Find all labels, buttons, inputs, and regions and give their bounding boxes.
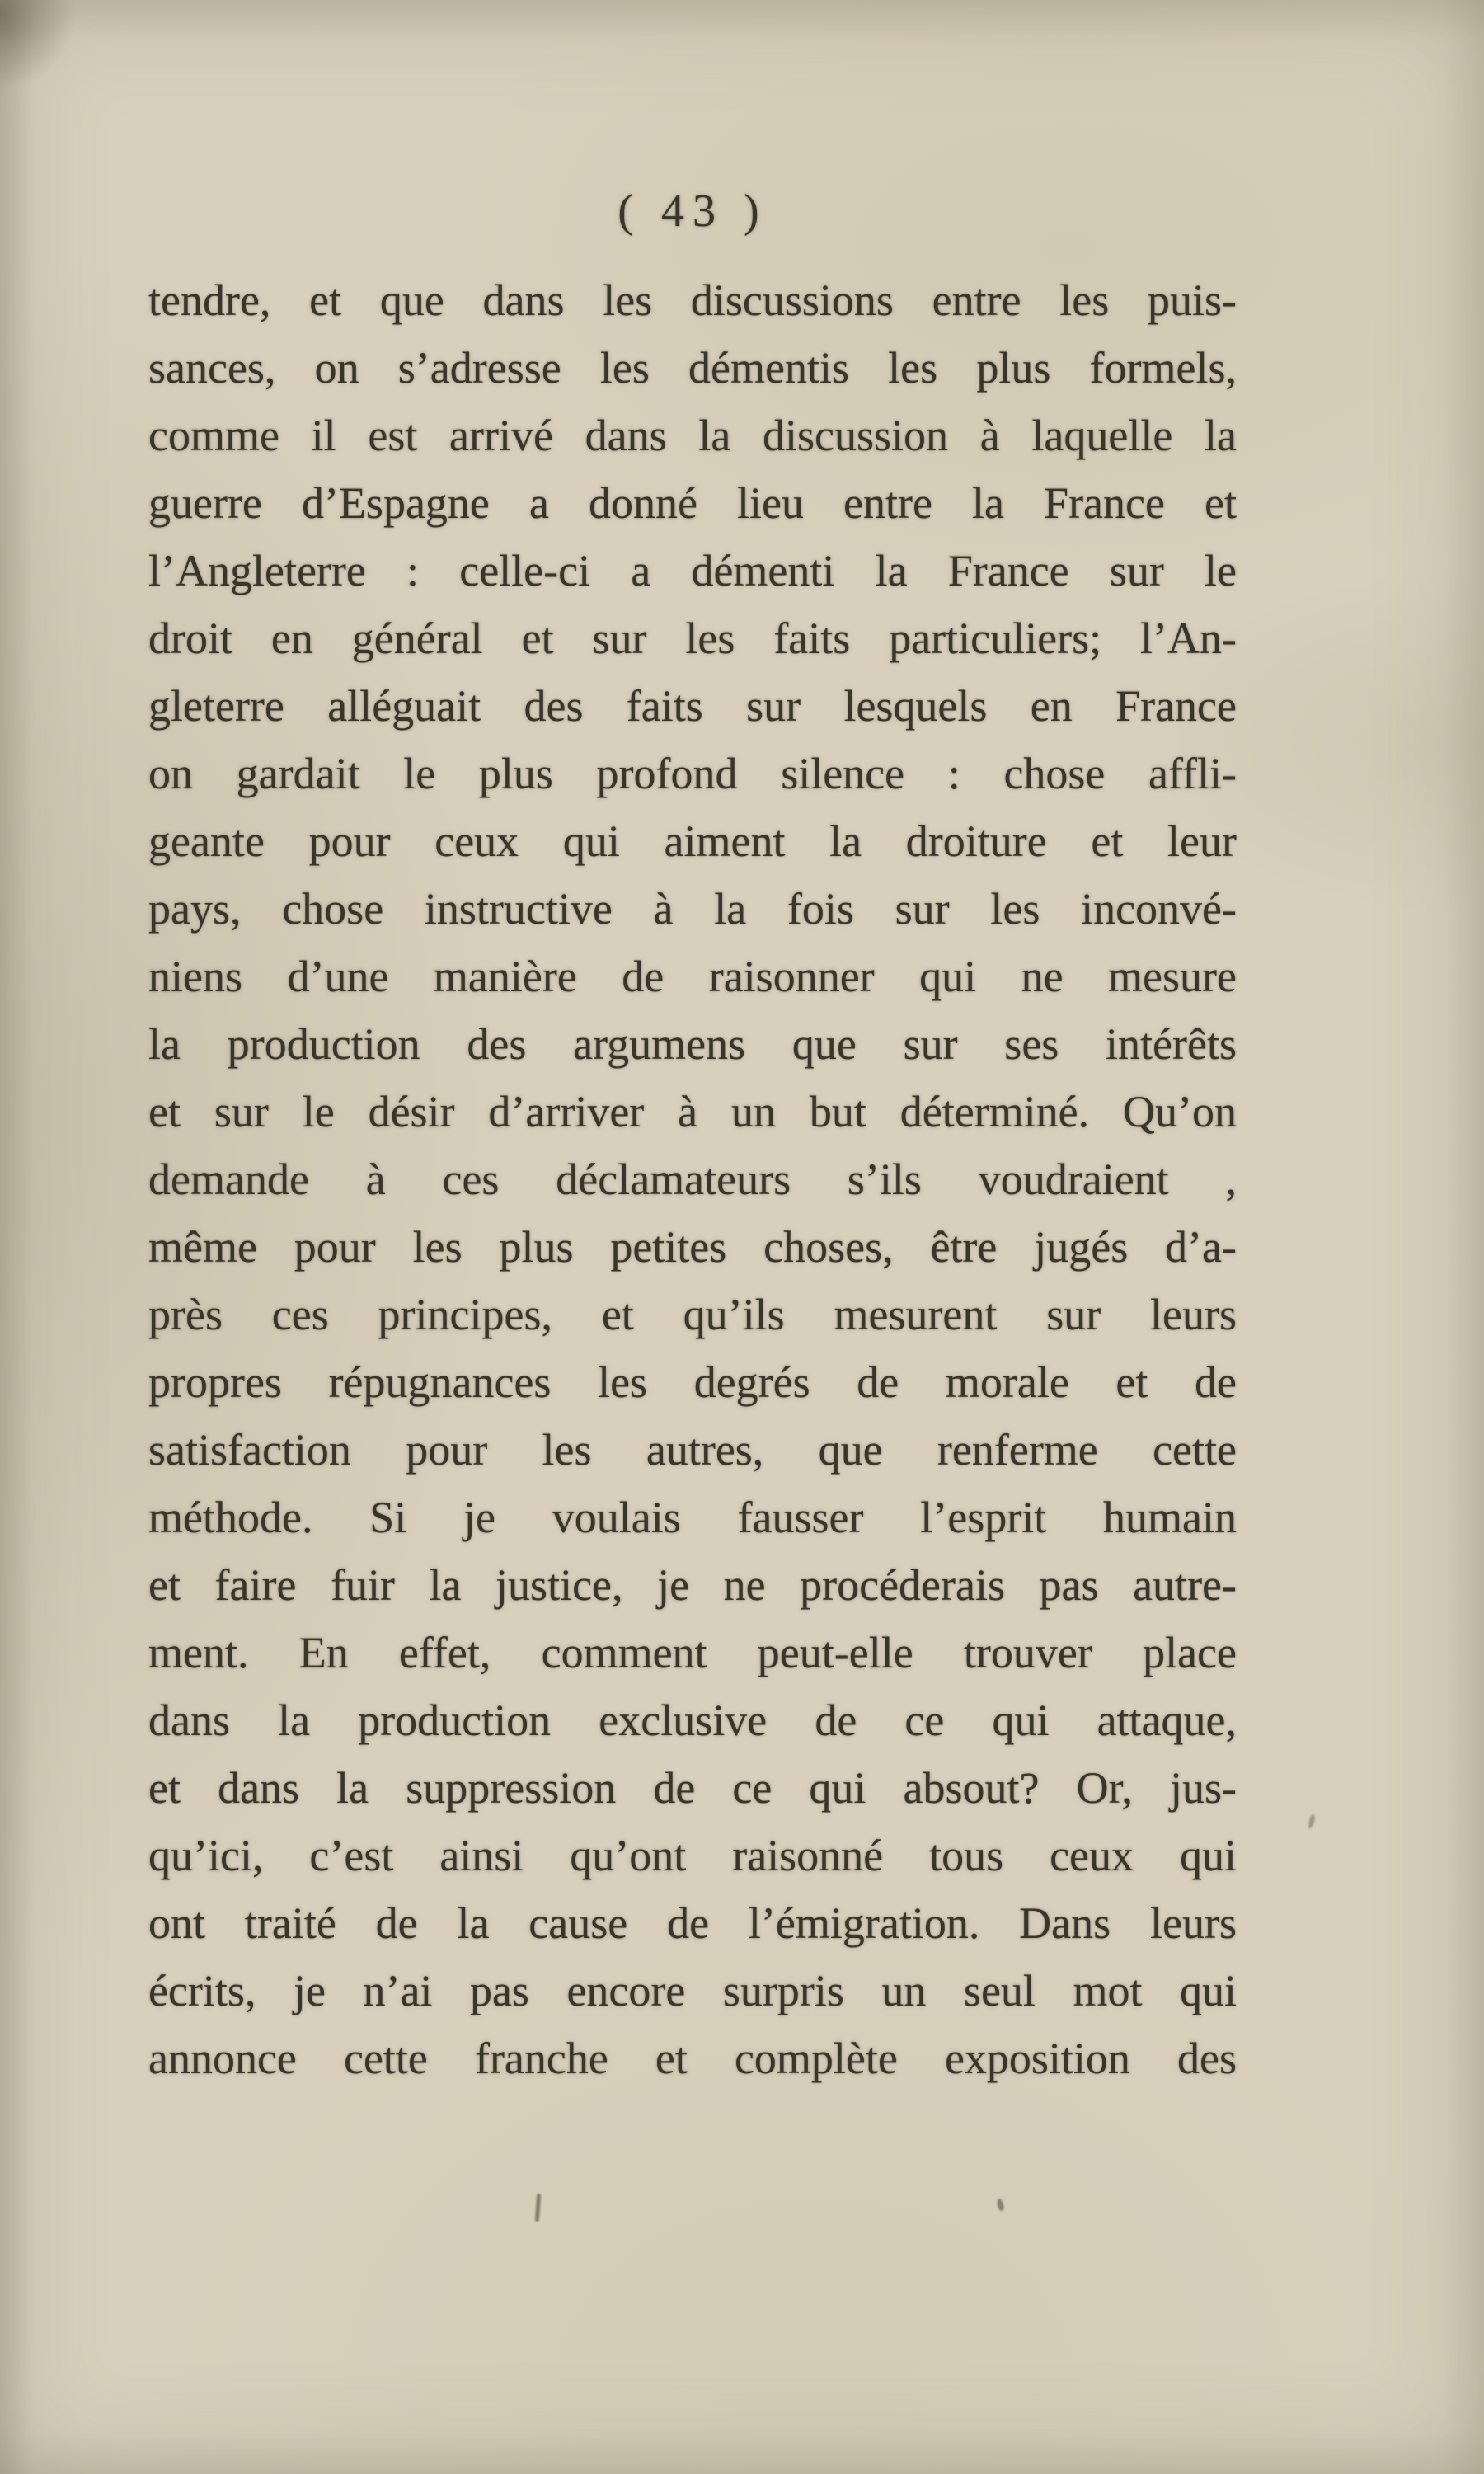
text-line: droit en général et sur les faits particuliers; l’An- bbox=[148, 614, 1237, 663]
text-line: la production des argumens que sur ses intérêts bbox=[148, 1019, 1237, 1069]
ink-speck bbox=[535, 2194, 541, 2222]
text-line: niens d’une manière de raisonner qui ne mesure niens d’une manière de raisonner qui ne mesure bbox=[148, 943, 1237, 1010]
text-line: l’Angleterre : celle-ci a démenti la France sur le l’Angleterre : celle-ci a démenti la France sur le bbox=[148, 537, 1237, 604]
text-line: annonce cette franche et complète exposition des bbox=[148, 2034, 1237, 2083]
page-number: ( 43 ) bbox=[618, 186, 768, 237]
text-line: propres répugnances les degrés de morale et de bbox=[148, 1357, 1237, 1407]
text-line: pays, chose instructive à la fois sur les inconvé- pays, chose instructive à la fois sur les inconvé- bbox=[148, 875, 1237, 943]
text-line: près ces principes, et qu’ils mesurent sur leurs bbox=[148, 1290, 1237, 1339]
text-line: et sur le désir d’arriver à un but déterminé. Qu’on bbox=[148, 1087, 1237, 1136]
text-line: gleterre alléguait des faits sur lesquels en France gleterre alléguait des faits sur lesquels en France bbox=[148, 672, 1237, 740]
text-line: écrits, je n’ai pas encore surpris un seul mot qui écrits, je n’ai pas encore surpris un seul mot qui bbox=[148, 1957, 1237, 2025]
text-line: et faire fuir la justice, je ne procéderais pas autre- bbox=[148, 1560, 1237, 1610]
text-line: geante pour ceux qui aiment la droiture et leur bbox=[148, 816, 1237, 866]
text-line: satisfaction pour les autres, que renferme cette satisfaction pour les autres, que renferme cette bbox=[148, 1416, 1237, 1484]
text-line: méthode. Si je voulais fausser l’esprit humain méthode. Si je voulais fausser l’esprit humain bbox=[148, 1484, 1237, 1551]
ink-speck bbox=[996, 2198, 1004, 2211]
text-line: et dans la suppression de ce qui absout? Or, jus- bbox=[148, 1763, 1237, 1813]
text-line: ont traité de la cause de l’émigration. Dans leurs bbox=[148, 1898, 1237, 1948]
text-line: tendre, et que dans les discussions entre les puis- bbox=[148, 275, 1237, 325]
ink-speck bbox=[1308, 1814, 1316, 1830]
text-line: guerre d’Espagne a donné lieu entre la France et bbox=[148, 478, 1237, 528]
text-line: même pour les plus petites choses, être jugés d’a- même pour les plus petites choses, être jugés d’a- bbox=[148, 1213, 1237, 1281]
text-line: comme il est arrivé dans la discussion à laquelle la comme il est arrivé dans la discussion à laquelle la bbox=[148, 402, 1237, 469]
text-line: demande à ces déclamateurs s’ils voudraient , demande à ces déclamateurs s’ils voudraient , bbox=[148, 1145, 1237, 1213]
text-line: ment. En effet, comment peut-elle trouver place bbox=[148, 1628, 1237, 1677]
body-text bbox=[148, 266, 1237, 2092]
text-line: on gardait le plus profond silence : chose affli- bbox=[148, 749, 1237, 798]
text-line: dans la production exclusive de ce qui attaque, dans la production exclusive de ce qui attaque, bbox=[148, 1686, 1237, 1754]
text-line: qu’ici, c’est ainsi qu’ont raisonné tous ceux qui qu’ici, c’est ainsi qu’ont raisonné tous ceux qui bbox=[148, 1822, 1237, 1889]
text-line: sances, on s’adresse les démentis les plus formels, sances, on s’adresse les démentis les plus formels, bbox=[148, 334, 1237, 402]
